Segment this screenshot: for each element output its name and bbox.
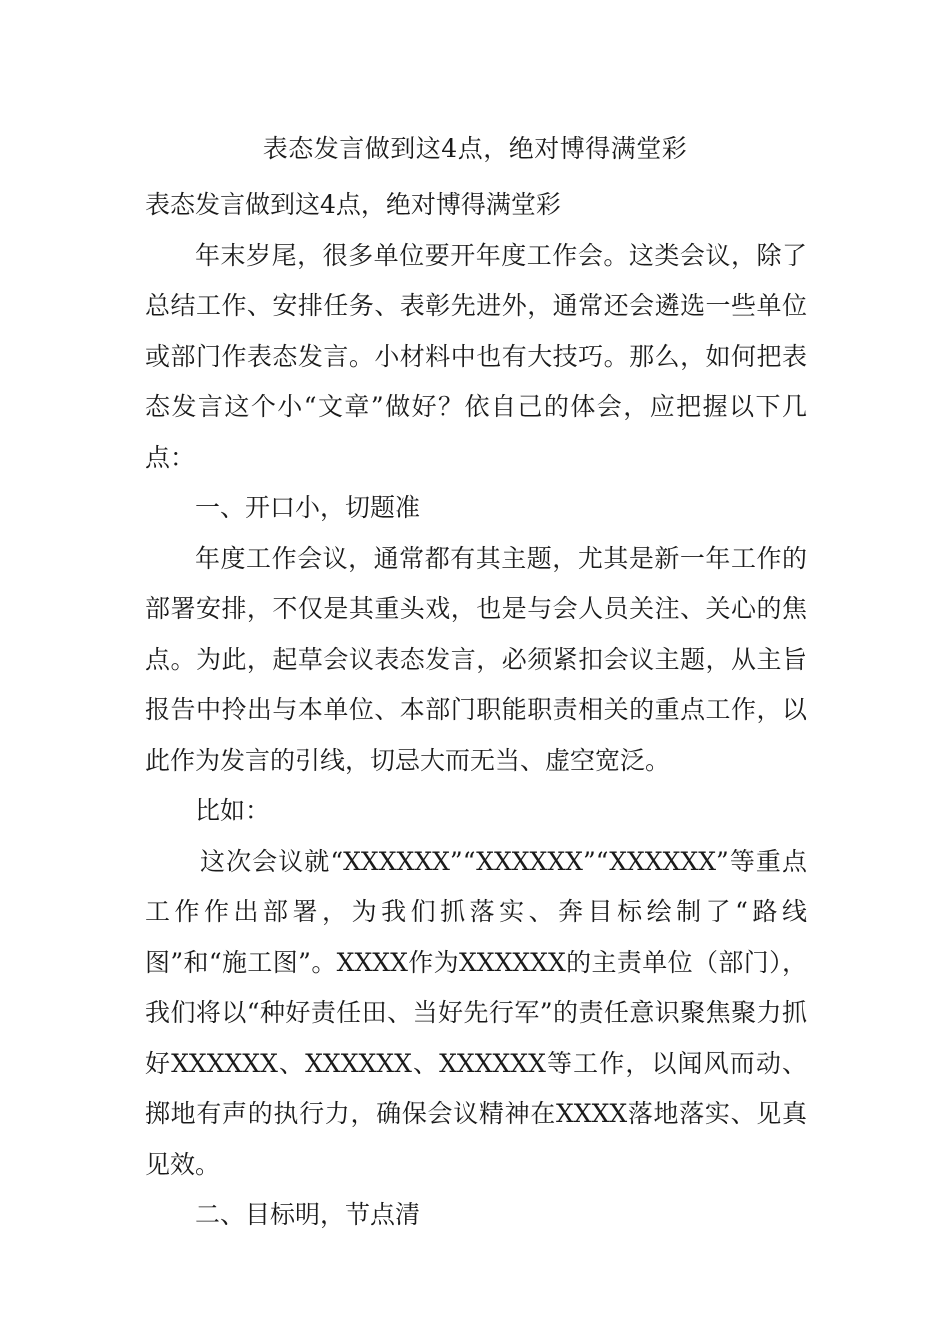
example-label: 比如： (195, 796, 271, 825)
section-2-heading: 二、目标明，节点清 (195, 1200, 421, 1229)
section-1-heading: 一、开口小，切题准 (195, 493, 421, 522)
example-paragraph: 这次会议就“XXXXXX”“XXXXXX”“XXXXXX”等重点工作作出部署，为我们抓落实、奔目标绘制了“路线图”和“施工图”。XXXX作为XXXXXX的主责单位（部门），我们将以“种好责任田、当好先行军”的责任意识聚焦聚力抓好XXXXXX、XXXXXX、XXXXXX等工作，以闻风而动、掷地有声的执行力，确保会议精神在XXXX落地落实、见真见效。 (145, 846, 807, 1179)
document-subtitle: 表态发言做到这4点，绝对博得满堂彩 (145, 190, 561, 219)
document-body (145, 180, 807, 1241)
section-1-paragraph: 年度工作会议，通常都有其主题，尤其是新一年工作的部署安排，不仅是其重头戏，也是与会人员关注、关心的焦点。为此，起草会议表态发言，必须紧扣会议主题，从主旨报告中拎出与本单位、本部门职能职责相关的重点工作，以此作为发言的引线，切忌大而无当、虚空宽泛。 (145, 543, 807, 775)
document-title: 表态发言做到这4点，绝对博得满堂彩 (262, 134, 688, 163)
intro-paragraph: 年末岁尾，很多单位要开年度工作会。这类会议，除了总结工作、安排任务、表彰先进外，通常还会遴选一些单位或部门作表态发言。小材料中也有大技巧。那么，如何把表态发言这个小“文章”做好？依自己的体会，应把握以下几点： (145, 240, 807, 472)
